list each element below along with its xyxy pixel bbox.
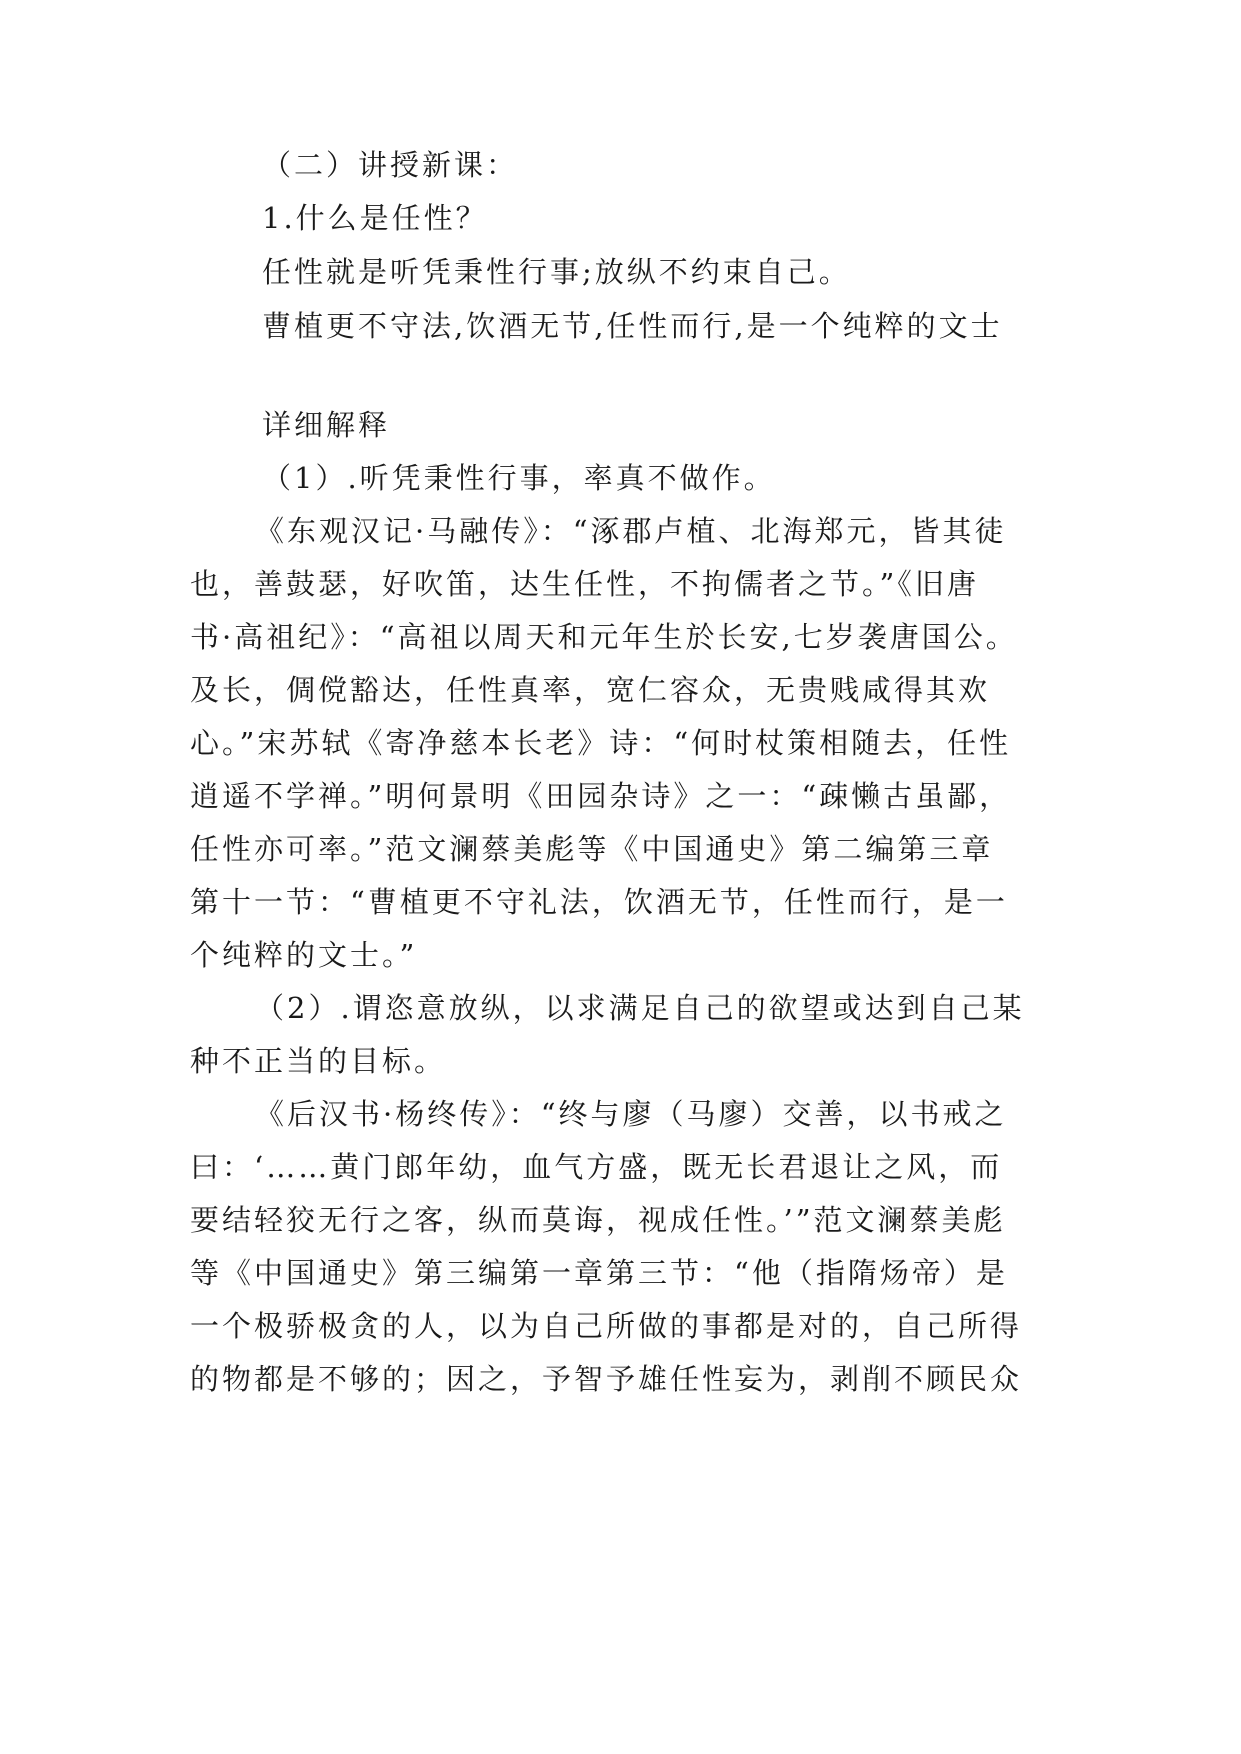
- sense2-line: 的物都是不够的；因之，予智予雄任性妄为，剥削不顾民众: [190, 1362, 1023, 1396]
- sense1-line: 第十一节：“曹植更不守礼法，饮酒无节，任性而行，是一: [190, 885, 1008, 919]
- definition-line: 任性就是听凭秉性行事;放纵不约束自己。: [262, 255, 851, 289]
- sense2-label: 种不正当的目标。: [190, 1044, 447, 1078]
- sense2-line: 等《中国通史》第三编第一章第三节：“他（指隋炀帝）是: [190, 1256, 1008, 1290]
- sense1-line: 《东观汉记·马融传》：“涿郡卢植、北海郑元，皆其徒: [255, 514, 1007, 548]
- sense1-line: 个纯粹的文士。”: [190, 938, 418, 972]
- question-line: 1.什么是任性？: [262, 201, 488, 235]
- sense1-line: 任性亦可率。”范文澜蔡美彪等《中国通史》第二编第三章: [190, 832, 994, 866]
- sense1-line: 也，善鼓瑟，好吹笛，达生任性，不拘儒者之节。”《旧唐: [190, 567, 979, 601]
- sense2-line: 《后汉书·杨终传》：“终与廖（马廖）交善，以书戒之: [255, 1097, 1007, 1131]
- sense1-line: 心。”宋苏轼《寄净慈本长老》诗：“何时杖策相随去，任性: [190, 726, 1012, 760]
- sense2-line: 要结轻狡无行之客，纵而莫诲，视成任性。’”范文澜蔡美彪: [190, 1203, 1006, 1237]
- sense1-line: 及长，倜傥豁达，任性真率，宽仁容众，无贵贱咸得其欢: [190, 673, 991, 707]
- sense1-line: 逍遥不学禅。”明何景明《田园杂诗》之一：“疎懒古虽鄙，: [190, 779, 1012, 813]
- section-heading: （二）讲授新课：: [262, 148, 519, 182]
- sense2-line: 一个极骄极贪的人，以为自己所做的事都是对的，自己所得: [190, 1309, 1023, 1343]
- sense1-line: 书·高祖纪》：“高祖以周天和元年生於长安,七岁袭唐国公。: [190, 620, 1018, 654]
- sense2-label: （2）.谓恣意放纵，以求满足自己的欲望或达到自己某: [255, 991, 1025, 1025]
- sense2-line: 曰：‘……黄门郎年幼，血气方盛，既无长君退让之风，而: [190, 1150, 1003, 1184]
- detail-title: 详细解释: [262, 408, 391, 442]
- example-line: 曹植更不守法,饮酒无节,任性而行,是一个纯粹的文士: [262, 309, 1003, 343]
- sense1-label: （1）.听凭秉性行事，率真不做作。: [262, 461, 776, 495]
